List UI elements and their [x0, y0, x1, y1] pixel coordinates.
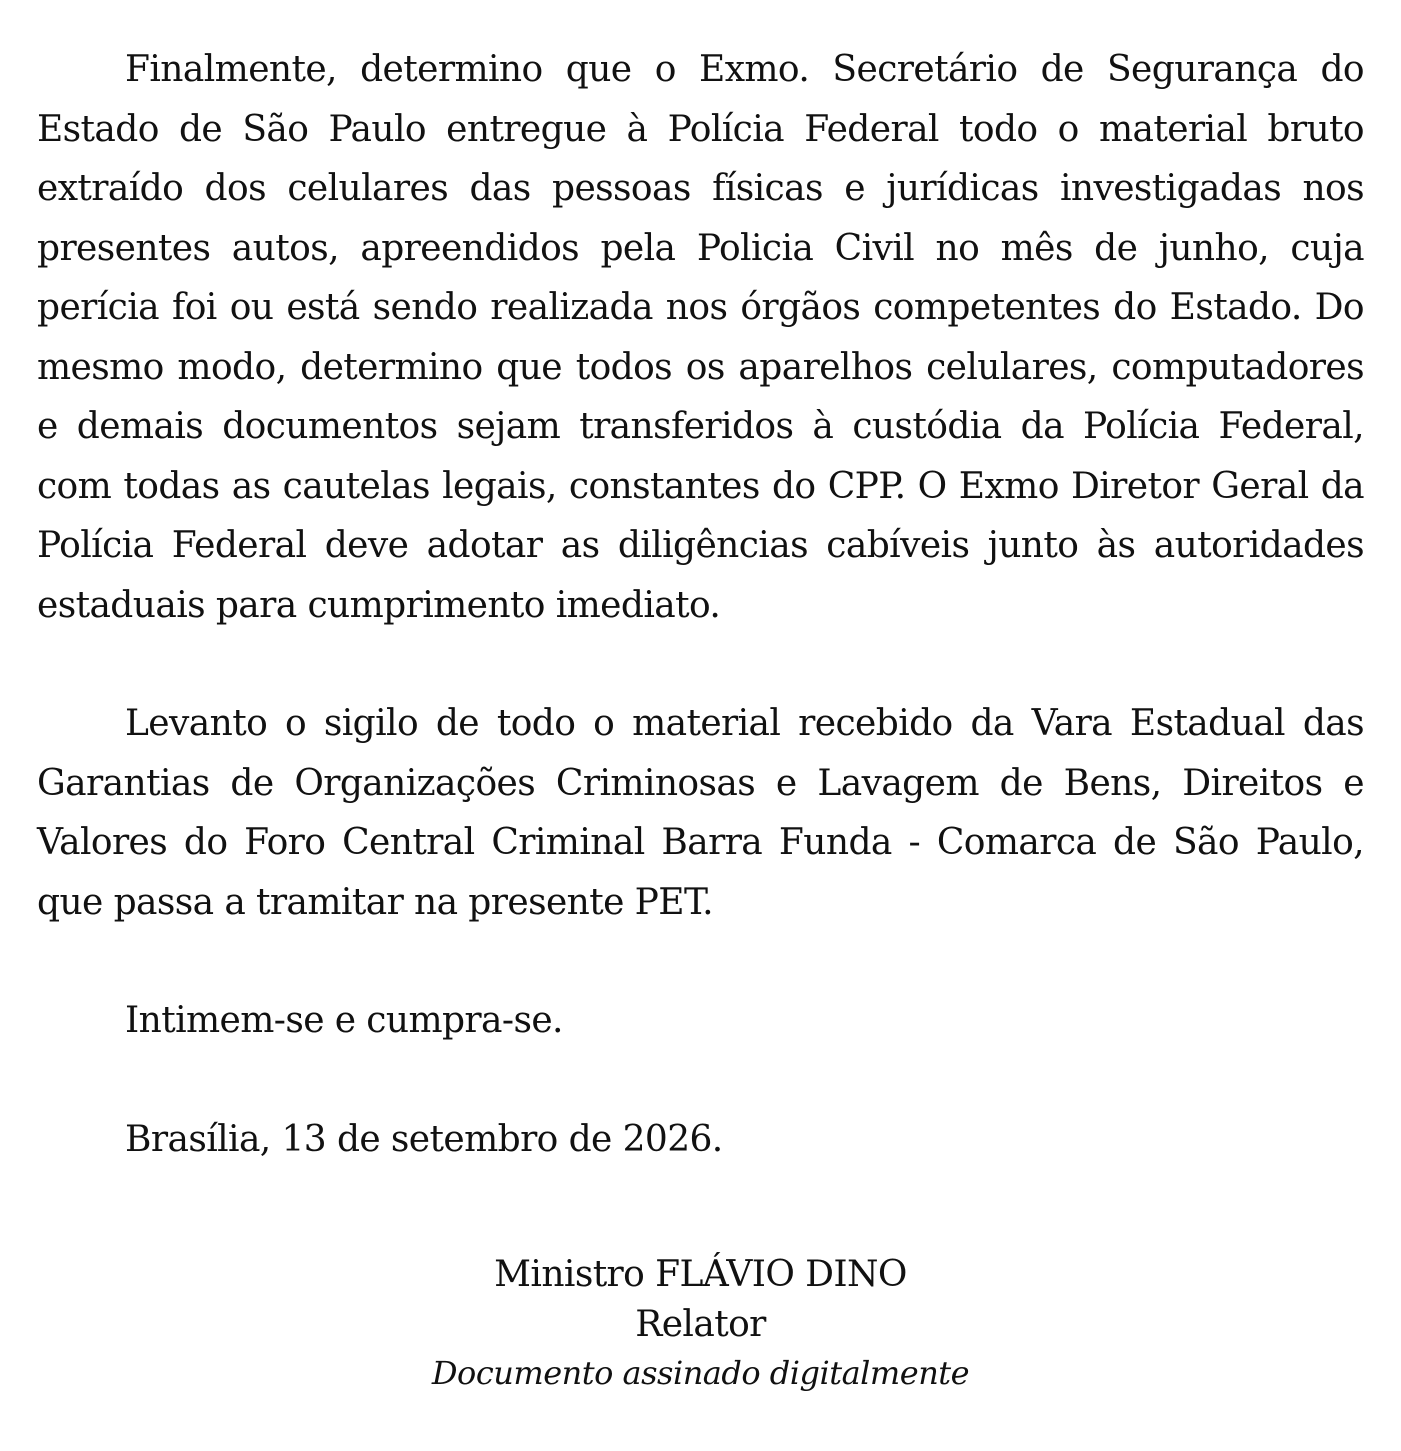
signer-role: Relator: [635, 1304, 766, 1345]
paragraph-determination: Finalmente, determino que o Exmo. Secretário de Segurança do Estado de São Paulo entregue à Polícia Federal todo o material bruto extraído dos celulares das pessoas físicas e jurídicas investigadas nos presentes autos, apreendidos pela Policia Civil no mês de junho, cuja perícia foi ou está sendo realizada nos órgãos competentes do Estado. Do mesmo modo, determino que todos os aparelhos celulares, computadores e demais documentos sejam transferidos à custódia da Polícia Federal, com todas as cautelas legais, constantes do CPP. O Exmo Diretor Geral da Polícia Federal deve adotar as diligências cabíveis junto às autoridades estaduais para cumprimento imediato.: [37, 49, 1364, 626]
document-body: [37, 40, 1364, 1169]
paragraph-summons: Intimem-se e cumpra-se.: [125, 1000, 563, 1041]
digital-signature-note: Documento assinado digitalmente: [431, 1354, 970, 1392]
signature-block: [0, 1250, 1401, 1396]
paragraph-place-date: Brasília, 13 de setembro de 2026.: [125, 1118, 723, 1160]
signer-name: Ministro FLÁVIO DINO: [494, 1254, 907, 1295]
paragraph-secrecy-lift: Levanto o sigilo de todo o material recebido da Vara Estadual das Garantias de Organizações Criminosas e Lavagem de Bens, Direitos e Valores do Foro Central Criminal Barra Funda - Comarca de São Paulo, que passa a tramitar na presente PET.: [37, 703, 1364, 923]
